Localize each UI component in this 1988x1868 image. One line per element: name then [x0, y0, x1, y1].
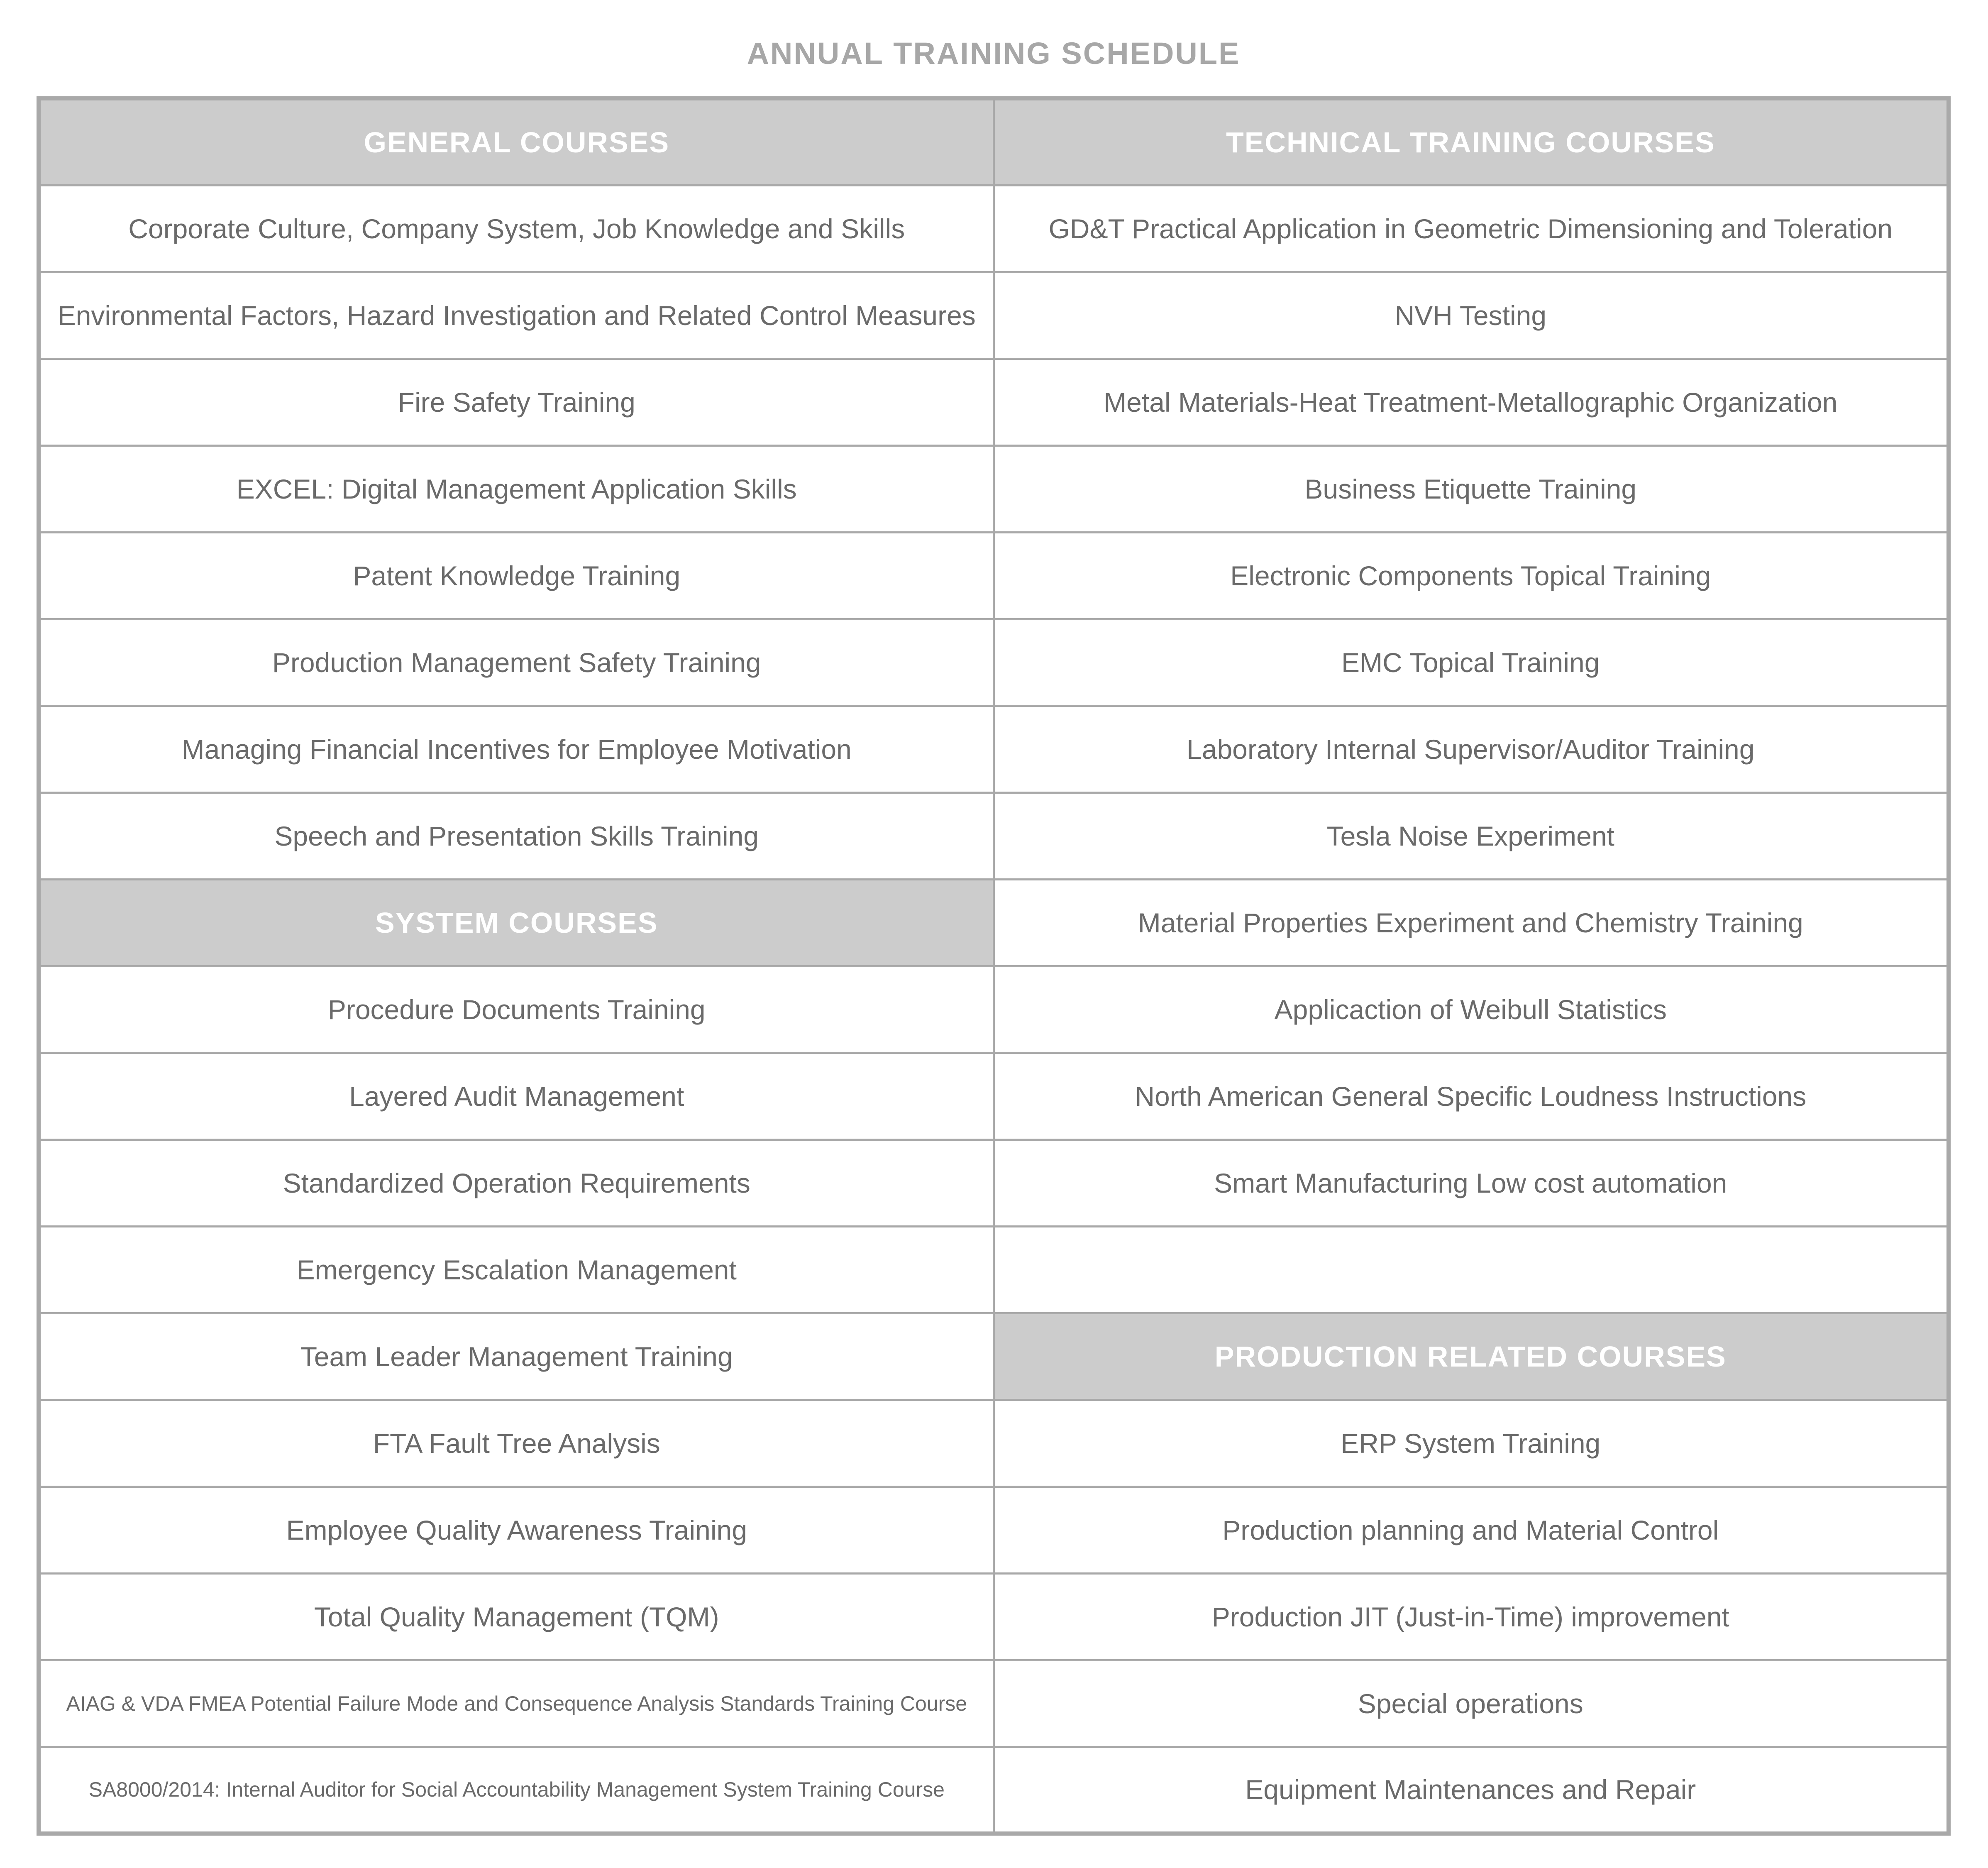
- cell-excel-digital-management: EXCEL: Digital Management Application Skills: [39, 445, 994, 532]
- cell-team-leader-management: Team Leader Management Training: [39, 1313, 994, 1400]
- cell-standardized-operation: Standardized Operation Requirements: [39, 1139, 994, 1226]
- cell-gdt-practical-application: GD&T Practical Application in Geometric Dimensioning and Toleration: [994, 185, 1949, 272]
- cell-layered-audit-management: Layered Audit Management: [39, 1053, 994, 1139]
- cell-weibull-statistics: Applicaction of Weibull Statistics: [994, 966, 1949, 1053]
- cell-speech-presentation-skills: Speech and Presentation Skills Training: [39, 792, 994, 879]
- cell-emc-topical: EMC Topical Training: [994, 619, 1949, 706]
- cell-electronic-components: Electronic Components Topical Training: [994, 532, 1949, 619]
- table-row: [39, 1313, 1949, 1400]
- cell-north-american-loudness: North American General Specific Loudness Instructions: [994, 1053, 1949, 1139]
- cell-sa8000-internal-auditor: SA8000/2014: Internal Auditor for Social Accountability Management System Training Course: [39, 1747, 994, 1834]
- cell-production-jit-improvement: Production JIT (Just-in-Time) improvement: [994, 1573, 1949, 1660]
- section-header-system-courses: SYSTEM COURSES: [39, 879, 994, 966]
- page-title: ANNUAL TRAINING SCHEDULE: [747, 36, 1241, 71]
- cell-smart-manufacturing: Smart Manufacturing Low cost automation: [994, 1139, 1949, 1226]
- cell-emergency-escalation: Emergency Escalation Management: [39, 1226, 994, 1313]
- table-row: [39, 1747, 1949, 1834]
- table-row: [39, 359, 1949, 445]
- cell-aiag-vda-fmea: AIAG & VDA FMEA Potential Failure Mode and Consequence Analysis Standards Training Course: [39, 1660, 994, 1747]
- training-schedule-table: [37, 96, 1951, 1836]
- table-row: [39, 272, 1949, 359]
- cell-total-quality-management: Total Quality Management (TQM): [39, 1573, 994, 1660]
- table-row: [39, 1400, 1949, 1487]
- table-row: [39, 619, 1949, 706]
- cell-erp-system-training: ERP System Training: [994, 1400, 1949, 1487]
- cell-tesla-noise-experiment: Tesla Noise Experiment: [994, 792, 1949, 879]
- table-row: [39, 1660, 1949, 1747]
- table-row: [39, 966, 1949, 1053]
- cell-production-management-safety: Production Management Safety Training: [39, 619, 994, 706]
- table-row: [39, 532, 1949, 619]
- table-row: [39, 1573, 1949, 1660]
- cell-equipment-maintenances-repair: Equipment Maintenances and Repair: [994, 1747, 1949, 1834]
- table-row: [39, 1053, 1949, 1139]
- cell-nvh-testing: NVH Testing: [994, 272, 1949, 359]
- table-row: [39, 185, 1949, 272]
- cell-material-properties-experiment: Material Properties Experiment and Chemistry Training: [994, 879, 1949, 966]
- table-row: [39, 1139, 1949, 1226]
- column-header-general-courses: GENERAL COURSES: [39, 98, 994, 185]
- table-row: [39, 792, 1949, 879]
- cell-business-etiquette: Business Etiquette Training: [994, 445, 1949, 532]
- empty-cell: [994, 1226, 1949, 1313]
- column-header-technical-training-courses: TECHNICAL TRAINING COURSES: [994, 98, 1949, 185]
- section-header-production-related-courses: PRODUCTION RELATED COURSES: [994, 1313, 1949, 1400]
- cell-procedure-documents: Procedure Documents Training: [39, 966, 994, 1053]
- cell-special-operations: Special operations: [994, 1660, 1949, 1747]
- cell-corporate-culture: Corporate Culture, Company System, Job Knowledge and Skills: [39, 185, 994, 272]
- table-row: [39, 1226, 1949, 1313]
- table-row: [39, 706, 1949, 792]
- table-row: [39, 445, 1949, 532]
- cell-managing-financial-incentives: Managing Financial Incentives for Employee Motivation: [39, 706, 994, 792]
- cell-environmental-factors: Environmental Factors, Hazard Investigation and Related Control Measures: [39, 272, 994, 359]
- cell-metal-materials: Metal Materials-Heat Treatment-Metallographic Organization: [994, 359, 1949, 445]
- cell-fta-fault-tree: FTA Fault Tree Analysis: [39, 1400, 994, 1487]
- table-row: [39, 879, 1949, 966]
- cell-fire-safety-training: Fire Safety Training: [39, 359, 994, 445]
- cell-employee-quality-awareness: Employee Quality Awareness Training: [39, 1487, 994, 1573]
- cell-production-planning-material-control: Production planning and Material Control: [994, 1487, 1949, 1573]
- table-header-row: [39, 98, 1949, 185]
- cell-laboratory-internal-supervisor: Laboratory Internal Supervisor/Auditor Training: [994, 706, 1949, 792]
- table-row: [39, 1487, 1949, 1573]
- cell-patent-knowledge: Patent Knowledge Training: [39, 532, 994, 619]
